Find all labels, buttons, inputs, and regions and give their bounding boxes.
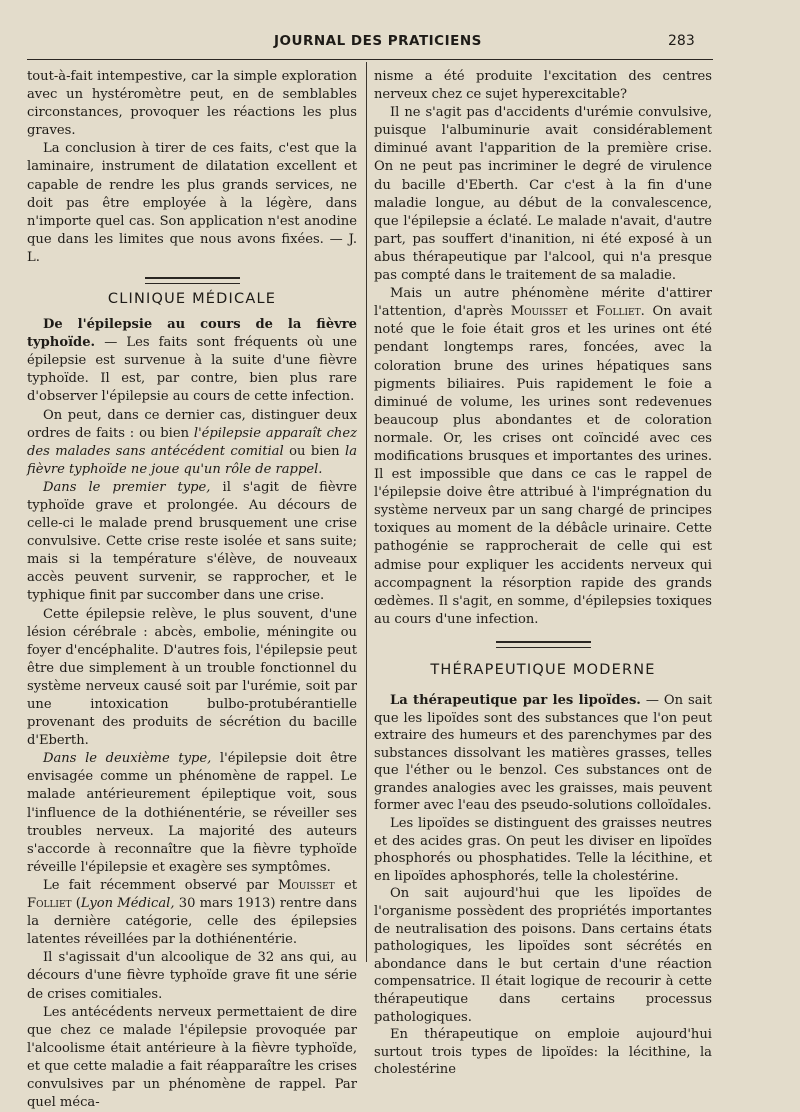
italic-text: la fièvre typhoïde ne joue qu'un rôle de rappel. [27, 443, 357, 477]
paragraph [374, 285, 712, 629]
text: ou bien [283, 443, 345, 459]
paragraph [27, 316, 357, 406]
text: Le fait récemment observé par [43, 877, 278, 893]
journal-title: JOURNAL DES PRATICIENS [274, 33, 482, 49]
text: On peut, dans ce dernier cas, distinguer deux ordres de faits : ou bien [27, 407, 357, 441]
paragraph [27, 750, 357, 877]
paragraph: Il ne s'agit pas d'accidents d'urémie convulsive, puisque l'albuminurie avait considérablement diminué avant l'apparition de la première crise. On ne peut pas incriminer le degré de virulence du bacille d'Eberth. Car c'est à la fin d'une maladie longue, au début de la convalescence, que l'épilepsie a éclaté. Le malade n'avait, d'autre part, pas souffert d'inanition, ni été exposé à un abus thérapeutique par l'alcool, qui n'a presque pas compté dans le traitement de sa maladie. [374, 105, 712, 284]
left-column [27, 68, 357, 1112]
paragraph [27, 479, 357, 606]
author-name: Mouisset [278, 877, 335, 893]
column-divider [366, 62, 367, 962]
article-title: De l'épilepsie au cours de la fièvre typhoïde. [27, 317, 357, 351]
italic-text: Dans le premier type, [43, 479, 211, 495]
paragraph: On sait aujourd'hui que les lipoïdes de l'organisme possèdent des propriétés importantes de neutralisation des poisons. Dans certains états pathologiques, les lipoïdes sont sécrétés en abondance dans le but certain d'une réaction compensatrice. Il était logique de recourir à cette thérapeutique dans certains processus pathologiques. [374, 886, 712, 1025]
text: Mais un autre phénomène mérite d'attirer l'attention, d'après [374, 286, 712, 320]
text: . On avait noté que le foie était gros et les urines ont été pendant longtemps rares, foncées, avec la coloration brune des urines hépatiques sans pigments biliaires. Puis rapidement le foie a diminué de volume, les urines sont redevenues beaucoup plus abondantes et de coloration normale. Or, les crises ont coïncidé avec ces modifications brusques et importantes des urines. Il est impossible que dans ce cas le rappel de l'épilepsie doive être attribué à l'imprégnation du système nerveux par un sang chargé de principes toxiques au moment de la débâcle urinaire. Cette pathogénie se rapprocherait de celle qui est admise pour expliquer les accidents nerveux qui accompagnent la résorption rapide des grands œdèmes. Il s'agit, en somme, d'épilepsies toxiques au cours d'une infection. [374, 304, 712, 627]
paragraph [27, 877, 357, 949]
italic-text: l'épilepsie apparaît chez des malades sans antécédent comitial [27, 425, 357, 459]
text: — On sait que les lipoïdes sont des substances que l'on peut extraire des humeurs et des parenchymes par des substances dissolvant les matières grasses, telles que l'éther ou le benzol. Ces substances ont de grandes analogies avec les graisses, mais peuvent former avec l'eau des pseudo-solutions colloïdales. [374, 692, 712, 814]
text: ( [71, 896, 81, 912]
paragraph: nisme a été produite l'excitation des centres nerveux chez ce sujet hyperexcitable? [374, 69, 712, 103]
author-name: Folliet [27, 896, 72, 912]
section-rule [496, 641, 591, 648]
text: 30 mars 1913) rentre dans la dernière catégorie, celle des épilepsies latentes réveillées par la dothiénentérie. [27, 896, 357, 948]
paragraph [374, 692, 712, 815]
header-rule [27, 59, 713, 60]
text: l'épilepsie doit être envisagée comme un phénomène de rappel. Le malade antérieurement épileptique voit, sous l'influence de la dothiénentérie, se réveiller ses troubles nerveux. La majorité des auteurs s'accorde à reconnaître que la fièvre typhoïde réveille l'épilepsie et exagère ses symptômes. [27, 751, 357, 875]
paragraph: Les antécédents nerveux permettaient de dire que chez ce malade l'épilepsie provoquée par l'alcoolisme était antérieure à la fièvre typhoïde, et que cette maladie a fait réapparaître les crises convulsives par un phénomène de rappel. Par quel méca- [27, 1004, 357, 1111]
italic-text: Dans le deuxième type, [43, 751, 212, 767]
section-rule [145, 277, 240, 284]
running-header [0, 33, 800, 55]
right-column [374, 68, 712, 1079]
text: — Les faits sont fréquents où une épilepsie est survenue à la suite d'une fièvre typhoïde. Il est, par contre, bien plus rare d'observer l'épilepsie au cours de cette infection. [27, 335, 357, 405]
paragraph: La conclusion à tirer de ces faits, c'est que la laminaire, instrument de dilatation excellent et capable de rendre les plus grands services, ne doit pas être employée à la légère, dans n'importe quel cas. Son application n'est anodine que dans les limites que nous avons fixées. — J. L. [27, 141, 357, 265]
author-name: Folliet [596, 304, 641, 320]
article-title: La thérapeutique par les lipoïdes. [390, 692, 641, 708]
italic-text: Lyon Médical, [80, 896, 175, 912]
text: et [567, 304, 597, 320]
paragraph: Cette épilepsie relève, le plus souvent, d'une lésion cérébrale : abcès, embolie, méningite ou foyer d'encéphalite. D'autres fois, l'épilepsie peut être due simplement à un trouble fonctionnel du système nerveux causé soit par l'urémie, soit par une intoxication bulbo-protubérantielle provenant des produits de sécrétion du bacille d'Eberth. [27, 606, 357, 749]
text: et [334, 877, 357, 893]
paragraph: Il s'agissait d'un alcoolique de 32 ans qui, au décours d'une fièvre typhoïde grave fit une série de crises comitiales. [27, 950, 357, 1002]
author-name: Mouisset [510, 304, 568, 320]
paragraph [27, 407, 357, 479]
paragraph: Les lipoïdes se distinguent des graisses neutres et des acides gras. On peut les diviser en lipoïdes phosphorés ou phosphatides. Telle la lécithine, et en lipoïdes aphosphorés, telle la cholestérine. [374, 816, 712, 884]
section-title: CLINIQUE MÉDICALE [107, 291, 277, 308]
page-number: 283 [668, 33, 695, 49]
paragraph: tout-à-fait intempestive, car la simple exploration avec un hystéromètre peut, en de semblables circonstances, provoquer les réactions les plus graves. [27, 69, 357, 139]
section-title: THÉRAPEUTIQUE MODERNE [430, 661, 656, 678]
text: il s'agit de fièvre typhoïde grave et prolongée. Au décours de celle-ci le malade prend brusquement une crise convulsive. Cette crise reste isolée et sans suite; mais si la température s'élève, de nouveaux accès peuvent survenir, se rapprocher, et le typhique finit par succomber dans une crise. [27, 479, 358, 604]
paragraph: En thérapeutique on emploie aujourd'hui surtout trois types de lipoïdes: la lécithine, la cholestérine [374, 1027, 712, 1078]
